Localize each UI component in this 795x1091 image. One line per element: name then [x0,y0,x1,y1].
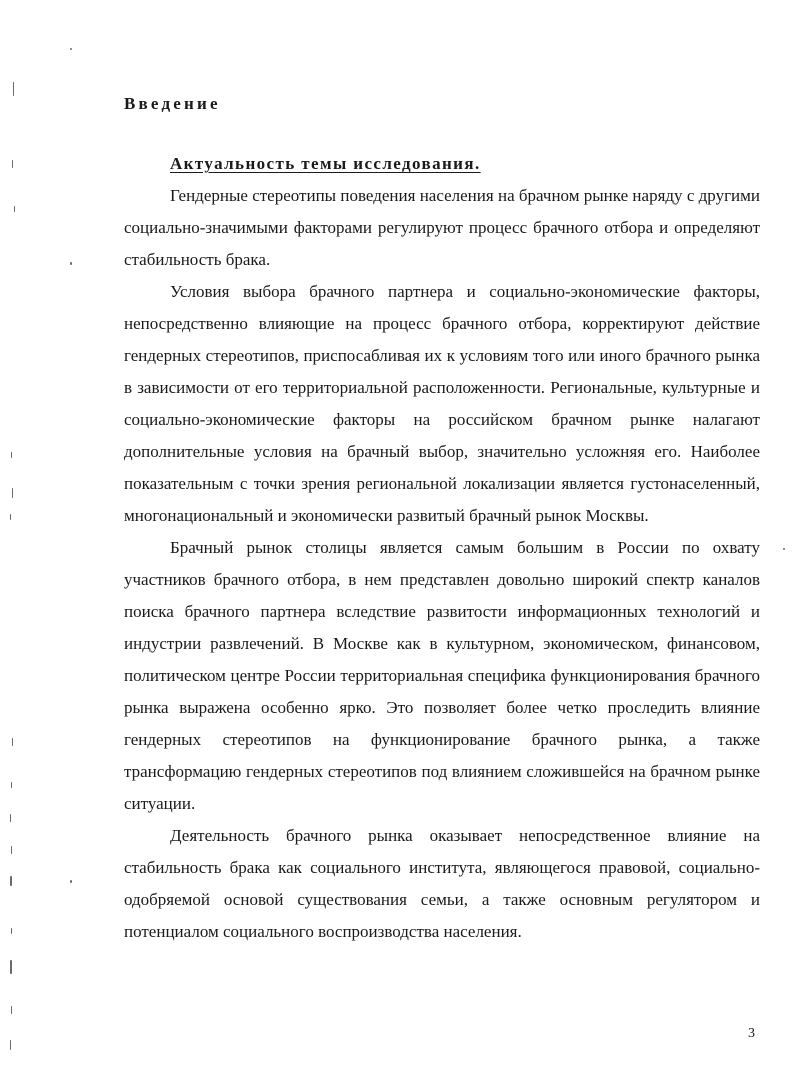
scan-speck [12,488,13,498]
scan-speck [10,814,11,822]
scan-speck [14,206,15,212]
scan-speck [10,876,12,886]
scan-speck [11,928,12,934]
scan-speck [12,160,13,168]
scan-speck [11,846,12,854]
page-heading: Введение [124,94,221,113]
paragraph-1: Гендерные стереотипы поведения населения на брачном рынке наряду с другими социально-значимыми факторами регулируют процесс брачного отбора и определяют стабильность брака. [124,186,760,269]
scan-speck [10,1040,11,1050]
scan-speck [70,262,72,265]
body-text [124,180,760,948]
scan-speck [11,782,12,788]
scan-speck [11,1006,12,1014]
scan-speck [13,82,14,96]
scan-speck [11,452,12,458]
paragraph-2: Условия выбора брачного партнера и социально-экономические факторы, непосредственно влияющие на процесс брачного отбора, корректируют действие гендерных стереотипов, приспосабливая их к условиям того или иного брачного рынка в зависимости от его территориальной расположенности. Региональные, культурные и социально-экономические факторы на российском брачном рынке налагают дополнительные условия на брачный выбор, значительно усложняя его. Наиболее показательным с точки зрения региональной локализации является густонаселенный, многонациональный и экономически развитый брачный рынок Москвы. [124,282,760,525]
page-number: 3 [748,1026,755,1041]
section-subheading: Актуальность темы исследования. [170,154,481,173]
scan-speck [783,548,785,550]
scan-speck [70,48,72,50]
scan-speck [70,880,72,883]
paragraph-3: Брачный рынок столицы является самым большим в России по охвату участников брачного отбора, в нем представлен довольно широкий спектр каналов поиска брачного партнера вследствие развитости информационных технологий и индустрии развлечений. В Москве как в культурном, экономическом, финансовом, политическом центре России территориальная специфика функционирования брачного рынка выражена особенно ярко. Это позволяет более четко проследить влияние гендерных стереотипов на функционирование брачного рынка, а также трансформацию гендерных стереотипов под влиянием сложившейся на брачном рынке ситуации. [124,538,760,813]
paragraph-4: Деятельность брачного рынка оказывает непосредственное влияние на стабильность брака как социального института, являющегося правовой, социально-одобряемой основой существования семьи, а также основным регулятором и потенциалом социального воспроизводства населения. [124,826,760,941]
scan-speck [10,960,12,974]
scan-speck [10,514,11,520]
scan-speck [12,738,13,746]
